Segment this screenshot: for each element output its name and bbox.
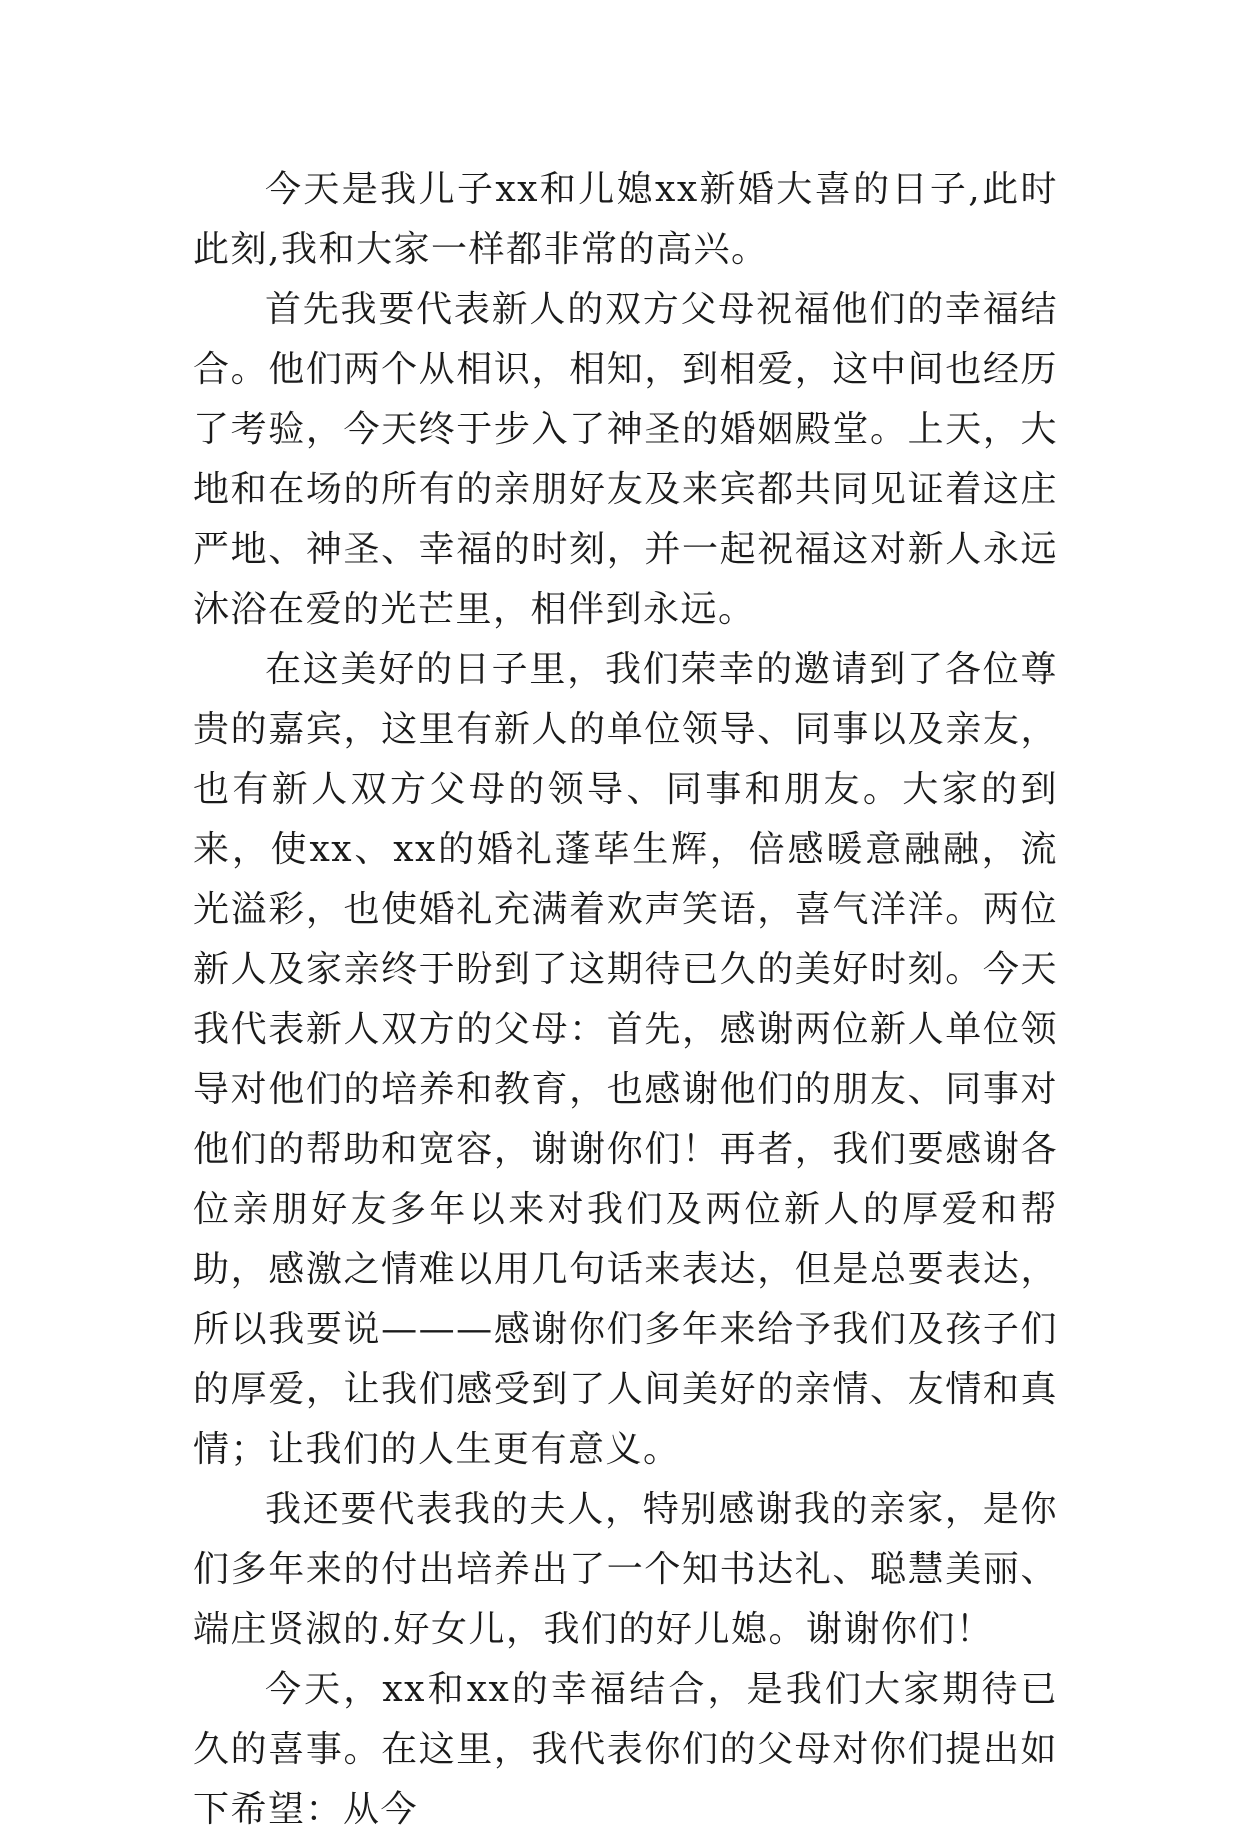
paragraph: 首先我要代表新人的双方父母祝福他们的幸福结合。他们两个从相识，相知，到相爱，这中间也经历了考验，今天终于步入了神圣的婚姻殿堂。上天，大地和在场的所有的亲朋好友及来宾都共同见证着这庄严地、神圣、幸福的时刻，并一起祝福这对新人永远沐浴在爱的光芒里，相伴到永远。 [193, 289, 1058, 630]
paragraph: 在这美好的日子里，我们荣幸的邀请到了各位尊贵的嘉宾，这里有新人的单位领导、同事以及亲友，也有新人双方父母的领导、同事和朋友。大家的到来，使xx、xx的婚礼蓬荜生辉，倍感暖意融融，流光溢彩，也使婚礼充满着欢声笑语，喜气洋洋。两位新人及家亲终于盼到了这期待已久的美好时刻。今天我代表新人双方的父母：首先，感谢两位新人单位领导对他们的培养和教育，也感谢他们的朋友、同事对他们的帮助和宽容，谢谢你们！再者，我们要感谢各位亲朋好友多年以来对我们及两位新人的厚爱和帮助，感激之情难以用几句话来表达，但是总要表达，所以我要说———感谢你们多年来给予我们及孩子们的厚爱，让我们感受到了人间美好的亲情、友情和真情；让我们的人生更有意义。 [193, 649, 1058, 1470]
paragraph: 我还要代表我的夫人，特别感谢我的亲家，是你们多年来的付出培养出了一个知书达礼、聪慧美丽、端庄贤淑的.好女儿，我们的好儿媳。谢谢你们！ [193, 1489, 1058, 1650]
paragraph: 今天，xx和xx的幸福结合，是我们大家期待已久的喜事。在这里，我代表你们的父母对你们提出如下希望：从今 [193, 1669, 1058, 1830]
document-body [193, 160, 1058, 1840]
paragraph: 今天是我儿子xx和儿媳xx新婚大喜的日子,此时此刻,我和大家一样都非常的高兴。 [193, 169, 1058, 270]
